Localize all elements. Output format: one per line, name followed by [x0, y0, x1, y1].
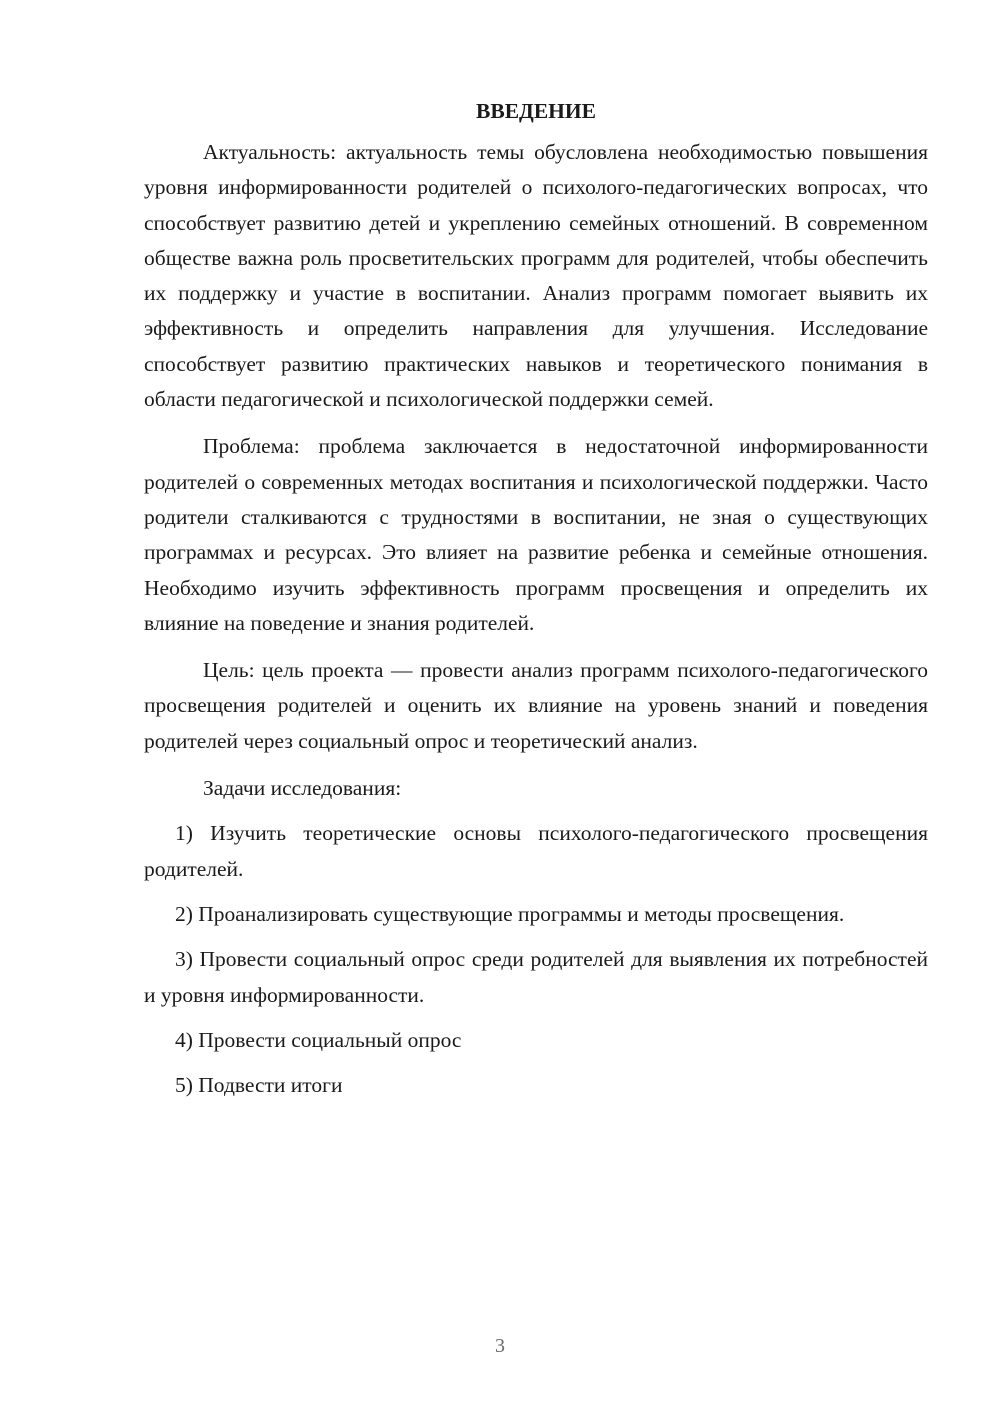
- task-item: 2) Проанализировать существующие программы и методы просвещения.: [175, 901, 845, 926]
- task-item: 3) Провести социальный опрос среди родителей для выявления их потребностей и уровня информированности.: [144, 947, 928, 1007]
- tasks-heading: Задачи исследования:: [203, 776, 402, 801]
- paragraph-goal: Цель: цель проекта — провести анализ программ психолого-педагогического просвещения родителей и оценить их влияние на уровень знаний и поведения родителей через социальный опрос и теоретический анализ.: [144, 658, 928, 753]
- tasks-list: [144, 816, 928, 1103]
- page-title: ВВЕДЕНИЕ: [476, 99, 596, 123]
- task-item: 4) Провести социальный опрос: [175, 1027, 462, 1052]
- page-number: 3: [495, 1335, 505, 1357]
- task-item: 1) Изучить теоретические основы психолого-педагогического просвещения родителей.: [144, 821, 928, 881]
- paragraph-relevance: Актуальность: актуальность темы обусловлена необходимостью повышения уровня информированности родителей о психолого-педагогических вопросах, что способствует развитию детей и укреплению семейных отношений. В современном обществе важна роль просветительских программ для родителей, чтобы обеспечить их поддержку и участие в воспитании. Анализ программ помогает выявить их эффективность и определить направления для улучшения. Исследование способствует развитию практических навыков и теоретического понимания в области педагогической и психологической поддержки семей.: [144, 140, 928, 412]
- paragraph-problem: Проблема: проблема заключается в недостаточной информированности родителей о современных методах воспитания и психологической поддержки. Часто родители сталкиваются с трудностями в воспитании, не зная о существующих программах и ресурсах. Это влияет на развитие ребенка и семейные отношения. Необходимо изучить эффективность программ просвещения и определить их влияние на поведение и знания родителей.: [144, 434, 928, 635]
- page-content: [144, 94, 928, 1103]
- task-item: 5) Подвести итоги: [175, 1073, 343, 1098]
